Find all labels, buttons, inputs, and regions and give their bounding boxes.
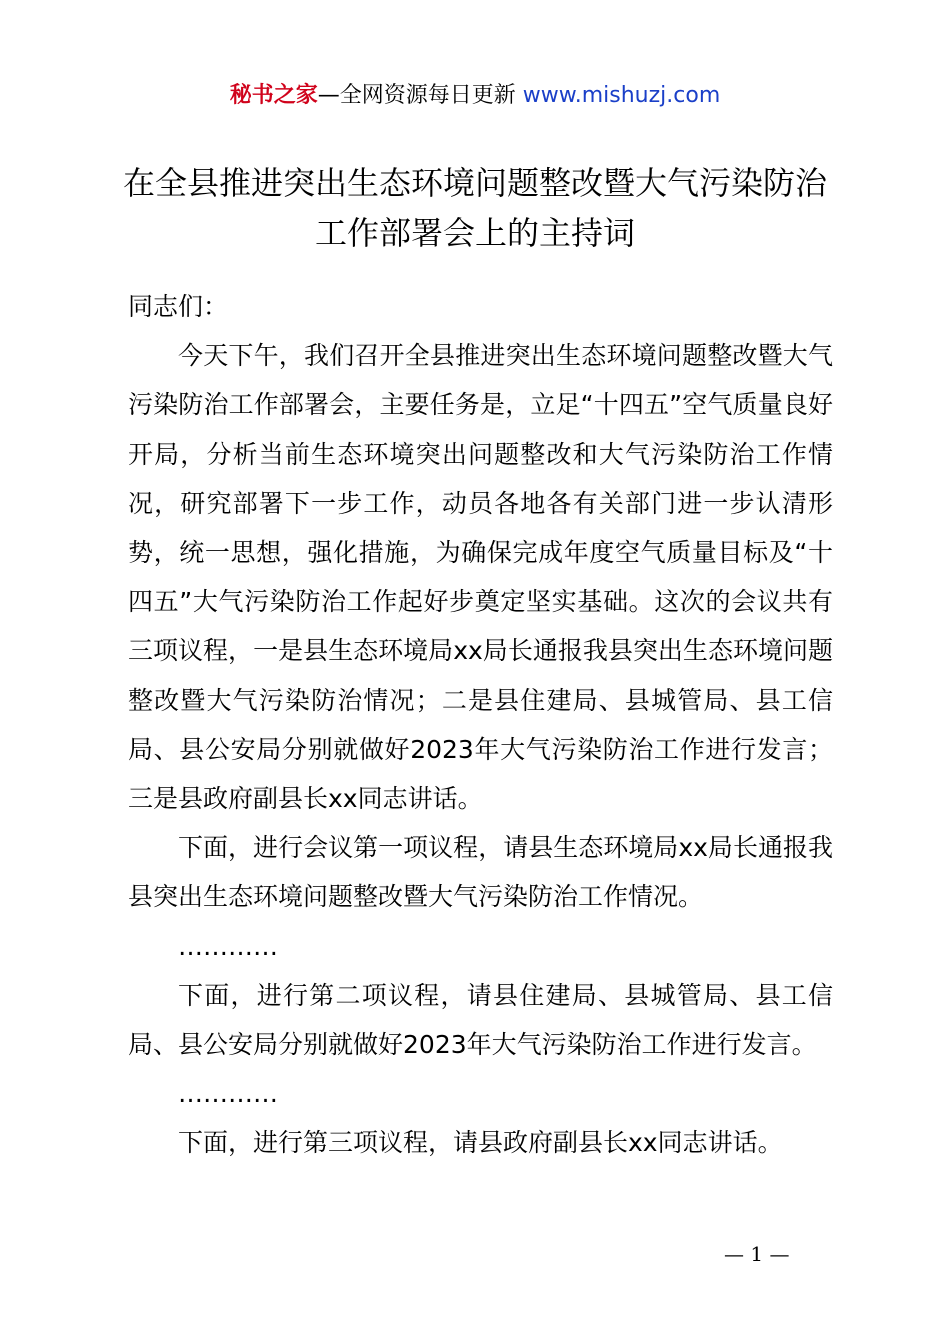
document-title: 在全县推进突出生态环境问题整改暨大气污染防治工作部署会上的主持词 <box>122 164 827 252</box>
paragraph-intro: 今天下午，我们召开全县推进突出生态环境问题整改暨大气污染防治工作部署会，主要任务是，立足“十四五”空气质量良好开局，分析当前生态环境突出问题整改和大气污染防治工作情况，研究部署下一步工作，动员各地各有关部门进一步认清形势，统一思想，强化措施，为确保完成年度空气质量目标及“十四五”大气污染防治工作起好步奠定坚实基础。这次的会议共有三项议程，一是县生态环境局xx局长通报我县突出生态环境问题整改暨大气污染防治情况；二是县住建局、县城管局、县工信局、县公安局分别就做好2023年大气污染防治工作进行发言；三是县政府副县长xx同志讲话。 <box>128 341 833 814</box>
paragraph-agenda-2: 下面，进行第二项议程，请县住建局、县城管局、县工信局、县公安局分别就做好2023年大气污染防治工作进行发言。 <box>128 980 833 1060</box>
site-brand: 秘书之家 <box>229 83 318 108</box>
page-number: — 1 — <box>724 1242 790 1266</box>
paragraph-agenda-3: 下面，进行第三项议程，请县政府副县长xx同志讲话。 <box>178 1128 783 1158</box>
paragraph-agenda-1: 下面，进行会议第一项议程，请县生态环境局xx局长通报我县突出生态环境问题整改暨大气污染防治工作情况。 <box>128 833 833 912</box>
salutation: 同志们： <box>128 292 229 321</box>
site-url-link[interactable]: www.mishuzj.com <box>522 83 721 108</box>
site-tagline: —全网资源每日更新 <box>317 83 516 108</box>
ellipsis-2: ………… <box>178 1079 278 1109</box>
ellipsis-1: ………… <box>178 931 278 961</box>
site-banner <box>0 80 950 112</box>
document-body <box>128 282 833 1168</box>
